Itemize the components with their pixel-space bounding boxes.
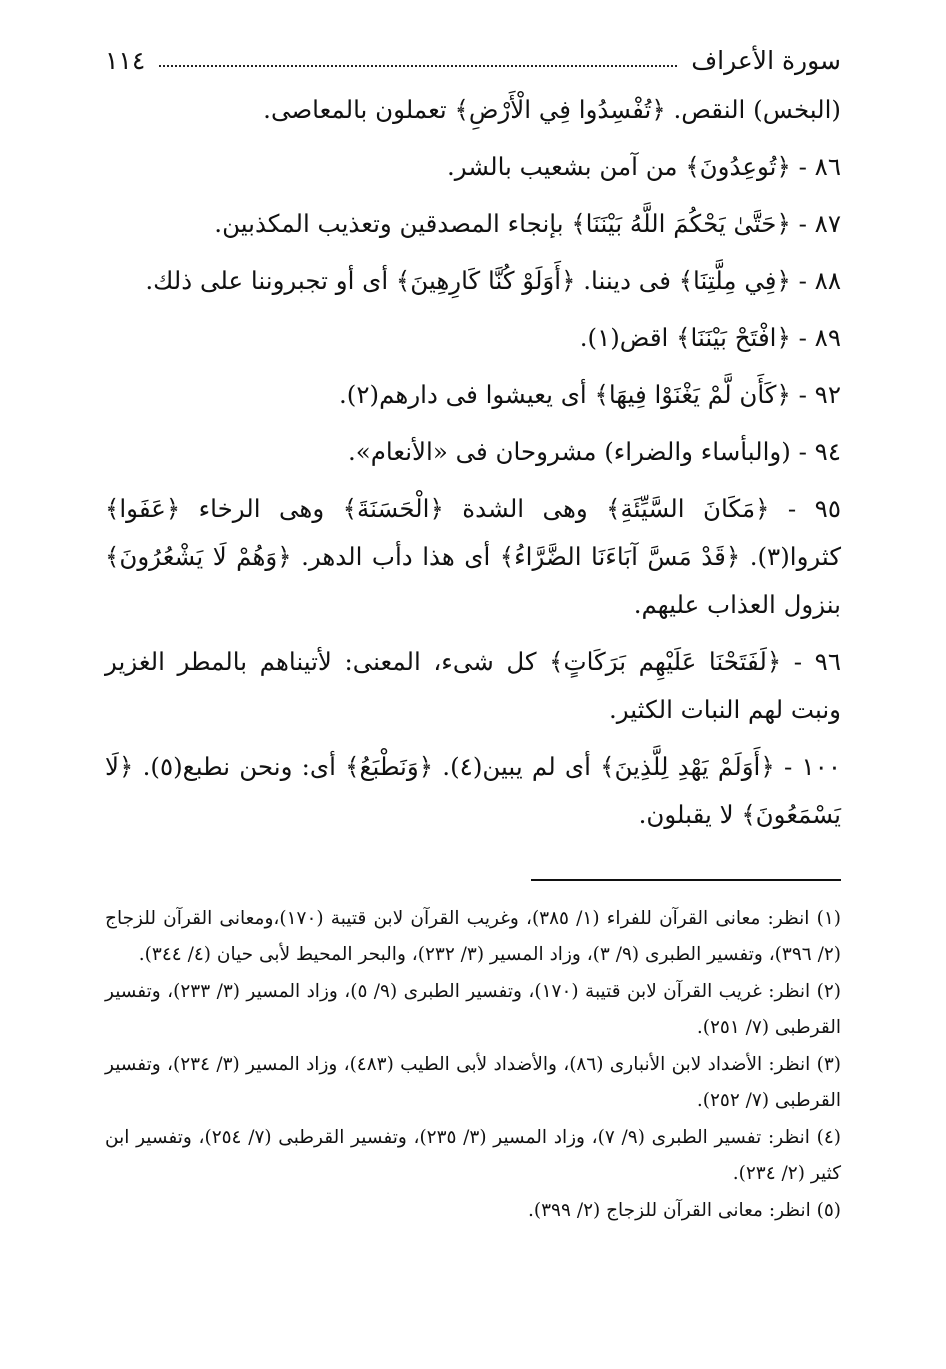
footnote: (٥) انظر: معانى القرآن للزجاج (٢/ ٣٩٩). xyxy=(528,1200,841,1221)
paragraph: ٩٤ - (والبأساء والضراء) مشروحان فى «الأنعام». xyxy=(347,437,841,466)
paragraph: ٩٦ - ﴿لَفَتَحْنَا عَلَيْهِم بَرَكَاتٍ﴾ كل شىء، المعنى: لأتيناهم بالمطر الغزير ونبت لهم النبات الكثير. xyxy=(105,647,841,724)
paragraph: ٨٩ - ﴿افْتَحْ بَيْنَنَا﴾ اقض(١). xyxy=(579,323,841,352)
header-dot-leader xyxy=(159,65,677,67)
paragraph: ٩٢ - ﴿كَأَن لَّمْ يَغْنَوْا فِيهَا﴾ أى يعيشوا فى دارهم(٢). xyxy=(339,380,841,409)
footnote-separator xyxy=(105,879,841,901)
paragraph: ٨٦ - ﴿تُوعِدُونَ﴾ من آمن بشعيب بالشر. xyxy=(446,152,841,181)
footnote-rule xyxy=(531,879,841,881)
running-header xyxy=(105,34,841,86)
footnote: (٤) انظر: تفسير الطبرى (٩/ ٧)، وزاد المسير (٣/ ٢٣٥)، وتفسير القرطبى (٧/ ٢٥٤)، وتفسير ابن كثير (٢/ ٢٣٤). xyxy=(105,1127,841,1184)
footnote: (٢) انظر: غريب القرآن لابن قتيبة (١٧٠)، وتفسير الطبرى (٩/ ٥)، وزاد المسير (٣/ ٢٣٣)، وتفسير القرطبى (٧/ ٢٥١). xyxy=(105,981,841,1038)
paragraph: ١٠٠ - ﴿أَوَلَمْ يَهْدِ لِلَّذِينَ﴾ أى لم يبين(٤). ﴿وَنَطْبَعُ﴾ أى: ونحن نطبع(٥). ﴿لَا يَسْمَعُونَ﴾ لا يقبلون. xyxy=(105,752,841,829)
paragraph: (البخس) النقص. ﴿تُفْسِدُوا فِي الْأَرْضِ﴾ تعملون بالمعاصى. xyxy=(263,95,841,124)
paragraph: ٩٥ - ﴿مَكَانَ السَّيِّئَةِ﴾ وهى الشدة ﴿الْحَسَنَةَ﴾ وهى الرخاء ﴿عَفَوا﴾ كثروا(٣). ﴿قَدْ مَسَّ آبَاءَنَا الضَّرَّاءُ﴾ أى هذا دأب الدهر. ﴿وَهُمْ لَا يَشْعُرُونَ﴾ بنزول العذاب عليهم. xyxy=(105,494,841,619)
footnote: (١) انظر: معانى القرآن للفراء (١/ ٣٨٥)، وغريب القرآن لابن قتيبة (١٧٠)،ومعانى القرآن للزجاج (٢/ ٣٩٦)، وتفسير الطبرى (٩/ ٣)، وزاد المسير (٣/ ٢٣٢)، والبحر المحيط لأبى حيان (٤/ ٣٤٤). xyxy=(105,908,841,965)
main-text xyxy=(105,86,841,839)
footnotes xyxy=(105,901,841,1229)
footnote: (٣) انظر: الأضداد لابن الأنبارى (٨٦)، والأضداد لأبى الطيب (٤٨٣)، وزاد المسير (٣/ ٢٣٤)، وتفسير القرطبى (٧/ ٢٥٢). xyxy=(105,1054,841,1111)
surah-title: سورة الأعراف xyxy=(691,45,841,75)
page-number: ١١٤ xyxy=(105,45,146,75)
book-page xyxy=(105,34,841,1230)
paragraph: ٨٧ - ﴿حَتَّىٰ يَحْكُمَ اللَّهُ بَيْنَنَا﴾ بإنجاء المصدقين وتعذيب المكذبين. xyxy=(214,209,841,238)
paragraph: ٨٨ - ﴿فِي مِلَّتِنَا﴾ فى ديننا. ﴿أَوَلَوْ كُنَّا كَارِهِينَ﴾ أى أو تجبروننا على ذلك. xyxy=(145,266,841,295)
